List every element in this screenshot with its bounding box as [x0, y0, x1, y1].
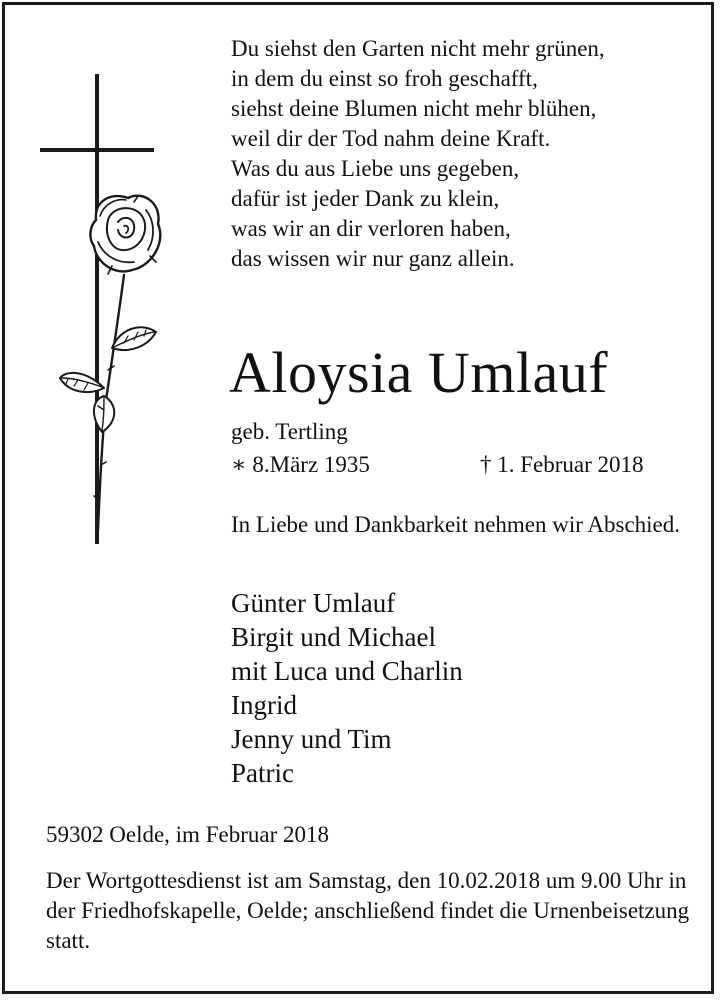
mourner-name: Ingrid — [231, 690, 297, 720]
poem-line: Du siehst den Garten nicht mehr grünen, — [231, 36, 605, 61]
deceased-name: Aloysia Umlauf — [229, 340, 609, 405]
maiden-name: geb. Tertling — [231, 419, 348, 444]
cross-with-rose-icon — [38, 70, 168, 550]
memorial-poem — [231, 34, 701, 274]
mourner-name: mit Luca und Charlin — [231, 656, 463, 686]
poem-line: das wissen wir nur ganz allein. — [231, 246, 515, 271]
mourner-name: Birgit und Michael — [231, 622, 436, 652]
birth-date: ∗ 8.März 1935 — [231, 452, 370, 477]
farewell-text: In Liebe und Dankbarkeit nehmen wir Abschied. — [231, 512, 681, 537]
poem-line: was wir an dir verloren haben, — [231, 216, 511, 241]
death-date: † 1. Februar 2018 — [480, 452, 644, 477]
mourner-name: Jenny und Tim — [231, 724, 392, 754]
poem-line: Was du aus Liebe uns gegeben, — [231, 156, 520, 181]
poem-line: dafür ist jeder Dank zu klein, — [231, 186, 500, 211]
place-and-date: 59302 Oelde, im Februar 2018 — [46, 822, 329, 847]
mourners-list — [231, 586, 463, 790]
service-details: Der Wortgottesdienst ist am Samstag, den 10.02.2018 um 9.00 Uhr in der Friedhofskapelle, Oelde; anschließend findet die Urnenbeisetzung statt. — [46, 868, 690, 953]
mourner-name: Patric — [231, 758, 294, 788]
poem-line: siehst deine Blumen nicht mehr blühen, — [231, 96, 597, 121]
mourner-name: Günter Umlauf — [231, 588, 396, 618]
poem-line: weil dir der Tod nahm deine Kraft. — [231, 126, 551, 151]
poem-line: in dem du einst so froh geschafft, — [231, 66, 538, 91]
